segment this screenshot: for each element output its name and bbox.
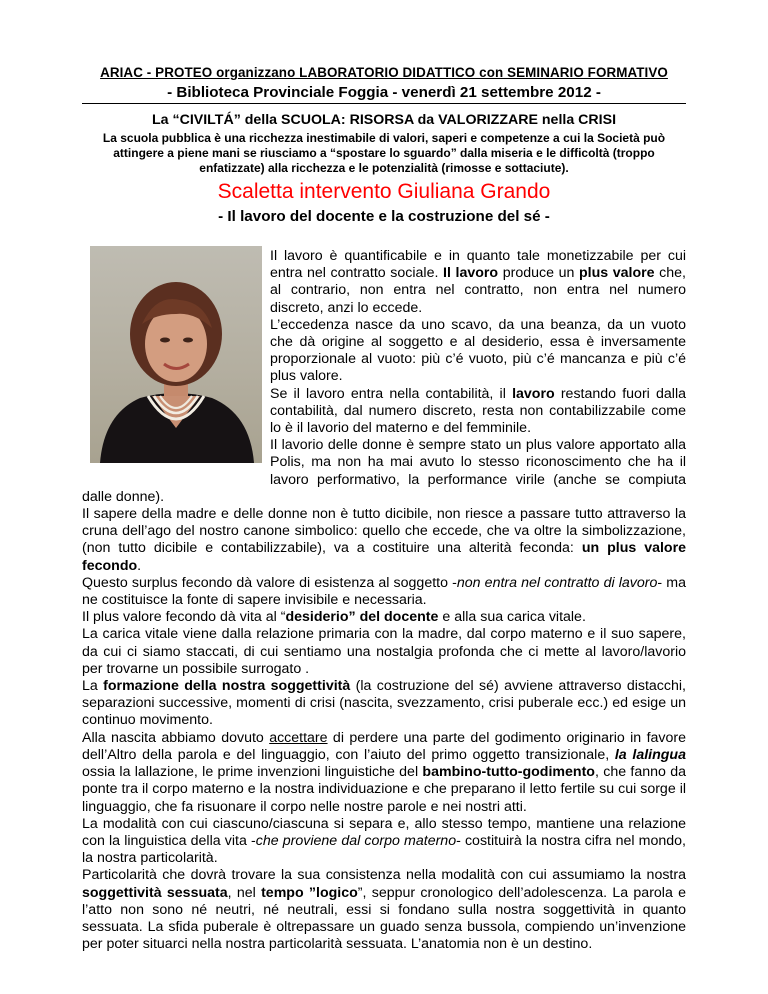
paragraph-text-run: La (82, 678, 104, 695)
paragraph-text-run: la lalingua (614, 746, 686, 763)
paragraph-text-run: produce un (498, 265, 579, 282)
paragraph-text-run: accettare (269, 729, 328, 746)
paragraph-text-run: , nel (227, 884, 262, 901)
body-paragraph (82, 626, 686, 678)
paragraph-text-run: soggettività sessuata (82, 884, 228, 901)
paragraph-text-run: ossia la lallazione, le prime invenzioni linguistiche del (82, 764, 423, 781)
paragraph-text-run: - ma ne costituisce la fonte di sapere invisibile e necessaria. (82, 574, 686, 609)
paragraph-text-run: Il lavoro è quantificabile e in quanto tale monetizzabile per cui entra nel contratto sociale. (270, 248, 686, 282)
paragraph-text-run: un plus valore fecondo (82, 540, 686, 574)
paragraph-text-run: Se il lavoro entra nella contabilità, il (270, 385, 513, 402)
body-paragraph (82, 730, 686, 816)
venue-date-line: - Biblioteca Provinciale Foggia - venerdì 21 settembre 2012 - (167, 84, 601, 101)
body-paragraph (82, 506, 686, 575)
paragraph-text-run: tempo ”logico (261, 884, 358, 901)
paragraph-text-run: L’eccedenza nasce da uno scavo, da una beanza, da un vuoto che dà origine al soggetto e al desiderio, essa è inversamente proporzionale al vuoto: più c’é vuoto, più c’é mancanza e più c’é plus valore. (270, 316, 686, 385)
paragraph-text-run: desiderio” del docente (285, 609, 439, 626)
body-paragraph (82, 609, 686, 626)
paragraph-text-run: lavoro (512, 385, 555, 402)
paragraph-text-run: plus valore (578, 265, 655, 282)
paragraph-text-run: Il sapere della madre e delle donne non è tutto dicibile, non riesce a passare tutto attraverso la cruna dell’ago del nostro canone simbolico: quello che eccede, che va oltre la simbolizzazione, (non tutto dicibile e contabilizzabile), va a costituire una alterità feconda: (82, 506, 686, 557)
page-title: Scaletta intervento Giuliana Grando (217, 180, 551, 203)
body-paragraph (82, 816, 686, 868)
paragraph-text-run: non entra nel contratto di lavoro (456, 574, 658, 591)
organizers-line: ARIAC - PROTEO organizzano LABORATORIO DIDATTICO con SEMINARIO FORMATIVO (100, 65, 668, 80)
paragraph-text-run: La carica vitale viene dalla relazione primaria con la madre, dal corpo materno e il suo sapere, da cui ci siamo staccati, di cui sentiamo una nostalgia profonda che ci mette al lavoro/lavorio per trovarne un possibile surrogato . (82, 626, 686, 677)
paragraph-text-run: (la costruzione del sé) avviene attraverso distacchi, separazioni successive, momenti di crisi (nascita, svezzamento, crisi puberale ecc.) ed esige un continuo movimento. (82, 678, 686, 729)
speech-outline-body (82, 248, 686, 953)
paragraph-text-run: Particolarità che dovrà trovare la sua consistenza nella modalità con cui assumiamo la nostra (82, 867, 686, 884)
paragraph-text-run: . (137, 557, 142, 574)
seminar-abstract: La scuola pubblica è una ricchezza inestimabile di valori, saperi e competenze a cui la Società può attingere a piene mani se riusciamo a “spostare lo sguardo” dalla miseria e le difficoltà (troppo enfatizzate) alla ricchezza e le potenzialità (rimosse e sottaciute). (102, 131, 666, 176)
paragraph-text-run: formazione della nostra soggettività (103, 678, 351, 695)
page-subtitle: - Il lavoro del docente e la costruzione del sé - (218, 208, 550, 225)
paragraph-text-run: , che fanno da ponte tra il corpo materno e la nostra individuazione e che preparano il letto fertile su cui sorge il linguaggio, che fa risuonare il corpo nelle nostre parole e nei nostri atti. (82, 764, 686, 815)
seminar-title: La “CIVILTÁ” della SCUOLA: RISORSA da VALORIZZARE nella CRISI (151, 112, 617, 128)
body-paragraph (82, 575, 686, 609)
paragraph-text-run: ”, seppur cronologico dell’adolescenza. La parola e l’atto non sono né neutri, né neutrali, essi si fondano sulla nostra soggettività in quanto sessuata. La sfida puberale è oltrepassare un guado senza bussola, compiendo un’invenzione per poter situarci nella nostra particolarità sessuata. L’anatomia non è un destino. (82, 884, 687, 953)
paragraph-text-run: di perdere una parte del godimento originario in favore dell’Altro della parola e del linguaggio, con l’aiuto del primo oggetto transizionale, (82, 729, 686, 763)
paragraph-text-run: restando fuori dalla contabilità, dal numero discreto, resta non contabilizzabile come lo è il lavorio del materno e del femminile. (270, 385, 686, 437)
paragraph-text-run: bambino-tutto-godimento (422, 764, 595, 781)
body-paragraph (82, 867, 686, 953)
paragraph-text-run: Il lavorio delle donne è sempre stato un plus valore apportato alla Polis, ma non ha mai avuto lo stesso riconoscimento che ha il lavoro performativo, la performance virile (anche se compiuta dalle donne). (82, 437, 686, 505)
paragraph-text-run: e alla sua carica vitale. (438, 609, 586, 626)
paragraph-text-run: Alla nascita abbiamo dovuto (82, 729, 270, 746)
paragraph-text-run: che proviene dal corpo materno (255, 832, 457, 849)
paragraph-text-run: - costituirà la nostra cifra nel mondo, la nostra particolarità. (82, 832, 686, 867)
portrait-text-wrap (82, 248, 270, 476)
paragraph-text-run: Questo surplus fecondo dà valore di esistenza al soggetto - (82, 574, 457, 591)
paragraph-text-run: La modalità con cui ciascuno/ciascuna si separa e, allo stesso tempo, mantiene una relazione con la linguistica della vita - (82, 815, 686, 849)
paragraph-text-run: Il plus valore fecondo dà vita al “ (82, 609, 286, 626)
paragraph-text-run: Il lavoro (443, 265, 499, 282)
body-paragraph (82, 678, 686, 730)
header-divider (82, 103, 686, 104)
paragraph-text-run: che, al contrario, non entra nel contratto, non entra nel numero discreto, anzi lo eccede. (270, 265, 686, 316)
